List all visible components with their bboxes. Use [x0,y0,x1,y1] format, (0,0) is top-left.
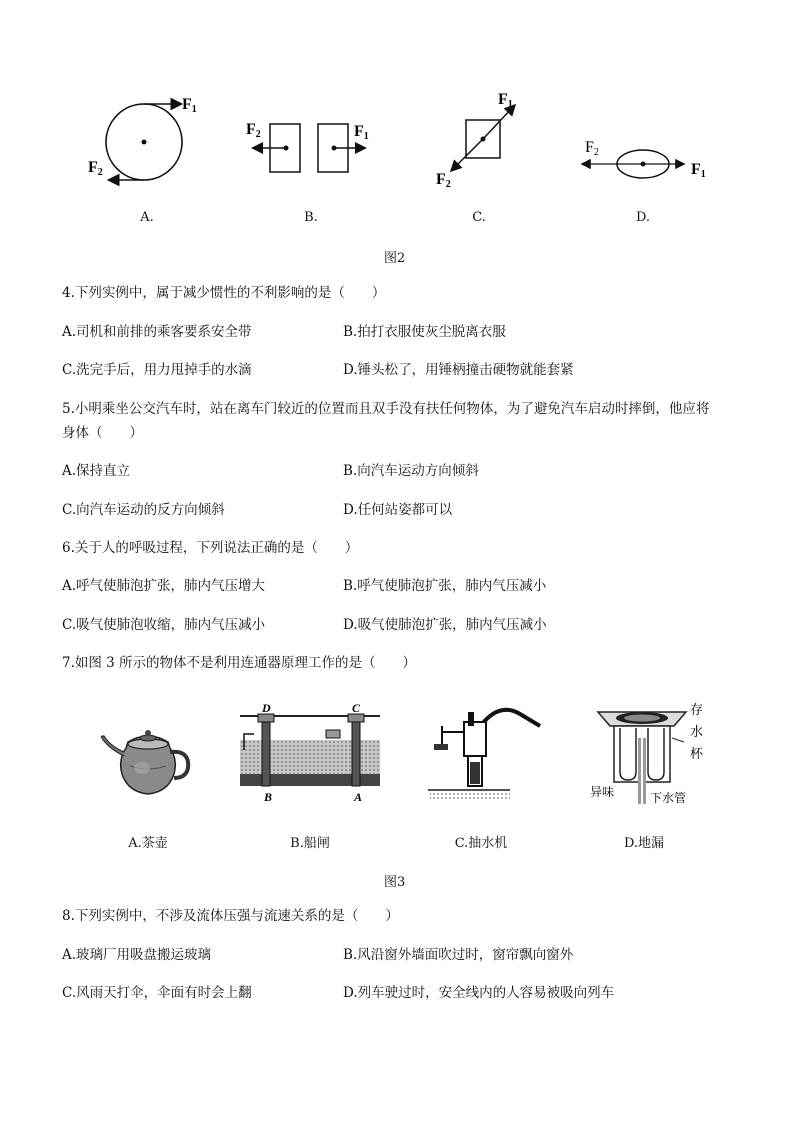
q5-stem-line1: 5.小明乘坐公交汽车时，站在离车门较近的位置而且双手没有扶任何物体，为了避免汽车启动时摔倒，他应将 [62,401,710,417]
figure2-option-b-label: B. [304,210,318,225]
q8-stem: 8.下列实例中，不涉及流体压强与流速关系的是（ ） [62,908,399,924]
figure2-option-c-diagram [430,88,530,193]
q7-stem: 7.如图 3 所示的物体不是利用连通器原理工作的是（ ） [62,655,417,671]
figure2-option-d-diagram [575,130,725,190]
figure3-ship-lock-image [236,700,384,806]
figure3-option-b-label: B.船闸 [290,836,330,851]
d-f1-label: F1 [691,161,706,180]
figure2-option-b-diagram [240,110,390,185]
q5-stem-line2: 身体（ ） [62,425,143,441]
ship-lock-letter-b: B [264,790,273,804]
q4-option-b: B.拍打衣服使灰尘脱离衣服 [343,324,506,340]
q5-option-c: C.向汽车运动的反方向倾斜 [62,502,225,518]
q6-option-c: C.吸气使肺泡收缩，肺内气压减小 [62,617,266,633]
ship-lock-letter-a: A [354,790,363,804]
figure3-teapot-image [98,712,198,802]
q8-option-a: A.玻璃厂用吸盘搬运玻璃 [62,947,212,963]
figure3-option-a-label: A.茶壶 [128,836,168,851]
q4-option-c: C.洗完手后，用力甩掉手的水滴 [62,362,252,378]
d-f2-label: F2 [585,139,599,158]
q6-stem: 6.关于人的呼吸过程，下列说法正确的是（ ） [62,540,359,556]
figure2-option-a-diagram [80,90,210,190]
q6-option-b: B.呼气使肺泡扩张，肺内气压减小 [343,578,547,594]
figure3-option-d-label: D.地漏 [623,836,665,851]
c-f1-label: F1 [498,91,513,110]
q4-option-d: D.锤头松了，用锤柄撞击硬物就能套紧 [343,362,574,378]
q8-option-d: D.列车驶过时，安全线内的人容易被吸向列车 [343,985,615,1001]
drain-annot-shui: 水 [690,724,704,739]
drain-annot-yiwei: 异味 [590,785,615,799]
figure3-caption: 图3 [384,875,406,890]
q5-option-a: A.保持直立 [62,463,131,479]
ship-lock-letter-d: D [262,701,271,715]
figure2-caption: 图2 [384,251,406,266]
q4-option-a: A.司机和前排的乘客要系安全带 [62,324,252,340]
q5-option-b: B.向汽车运动方向倾斜 [343,463,479,479]
figure3-floor-drain-image [588,698,728,806]
q8-option-c: C.风雨天打伞，伞面有时会上翻 [62,985,252,1001]
q8-option-b: B.风沿窗外墙面吹过时，窗帘飘向窗外 [343,947,574,963]
q5-option-d: D.任何站姿都可以 [343,502,453,518]
a-f1-label: F1 [182,96,197,115]
figure2-option-d-label: D. [635,210,651,225]
q6-option-d: D.吸气使肺泡扩张，肺内气压减小 [343,617,547,633]
figure2-option-c-label: C. [472,210,486,225]
q4-stem: 4.下列实例中，属于减少惯性的不利影响的是（ ） [62,285,386,301]
figure3-option-c-label: C.抽水机 [454,836,508,851]
drain-annot-xiashuiguan: 下水管 [650,791,687,805]
b-f1-label: F1 [354,123,369,142]
c-f2-label: F2 [436,171,451,190]
figure2-option-a-label: A. [140,210,154,225]
b-f2-label: F2 [246,121,261,140]
ship-lock-letter-c: C [352,701,361,715]
drain-annot-bei: 杯 [690,746,704,761]
a-f2-label: F2 [88,159,103,178]
figure3-water-pump-image [420,700,550,804]
drain-annot-cun: 存 [690,702,704,717]
q6-option-a: A.呼气使肺泡扩张，肺内气压增大 [62,578,266,594]
